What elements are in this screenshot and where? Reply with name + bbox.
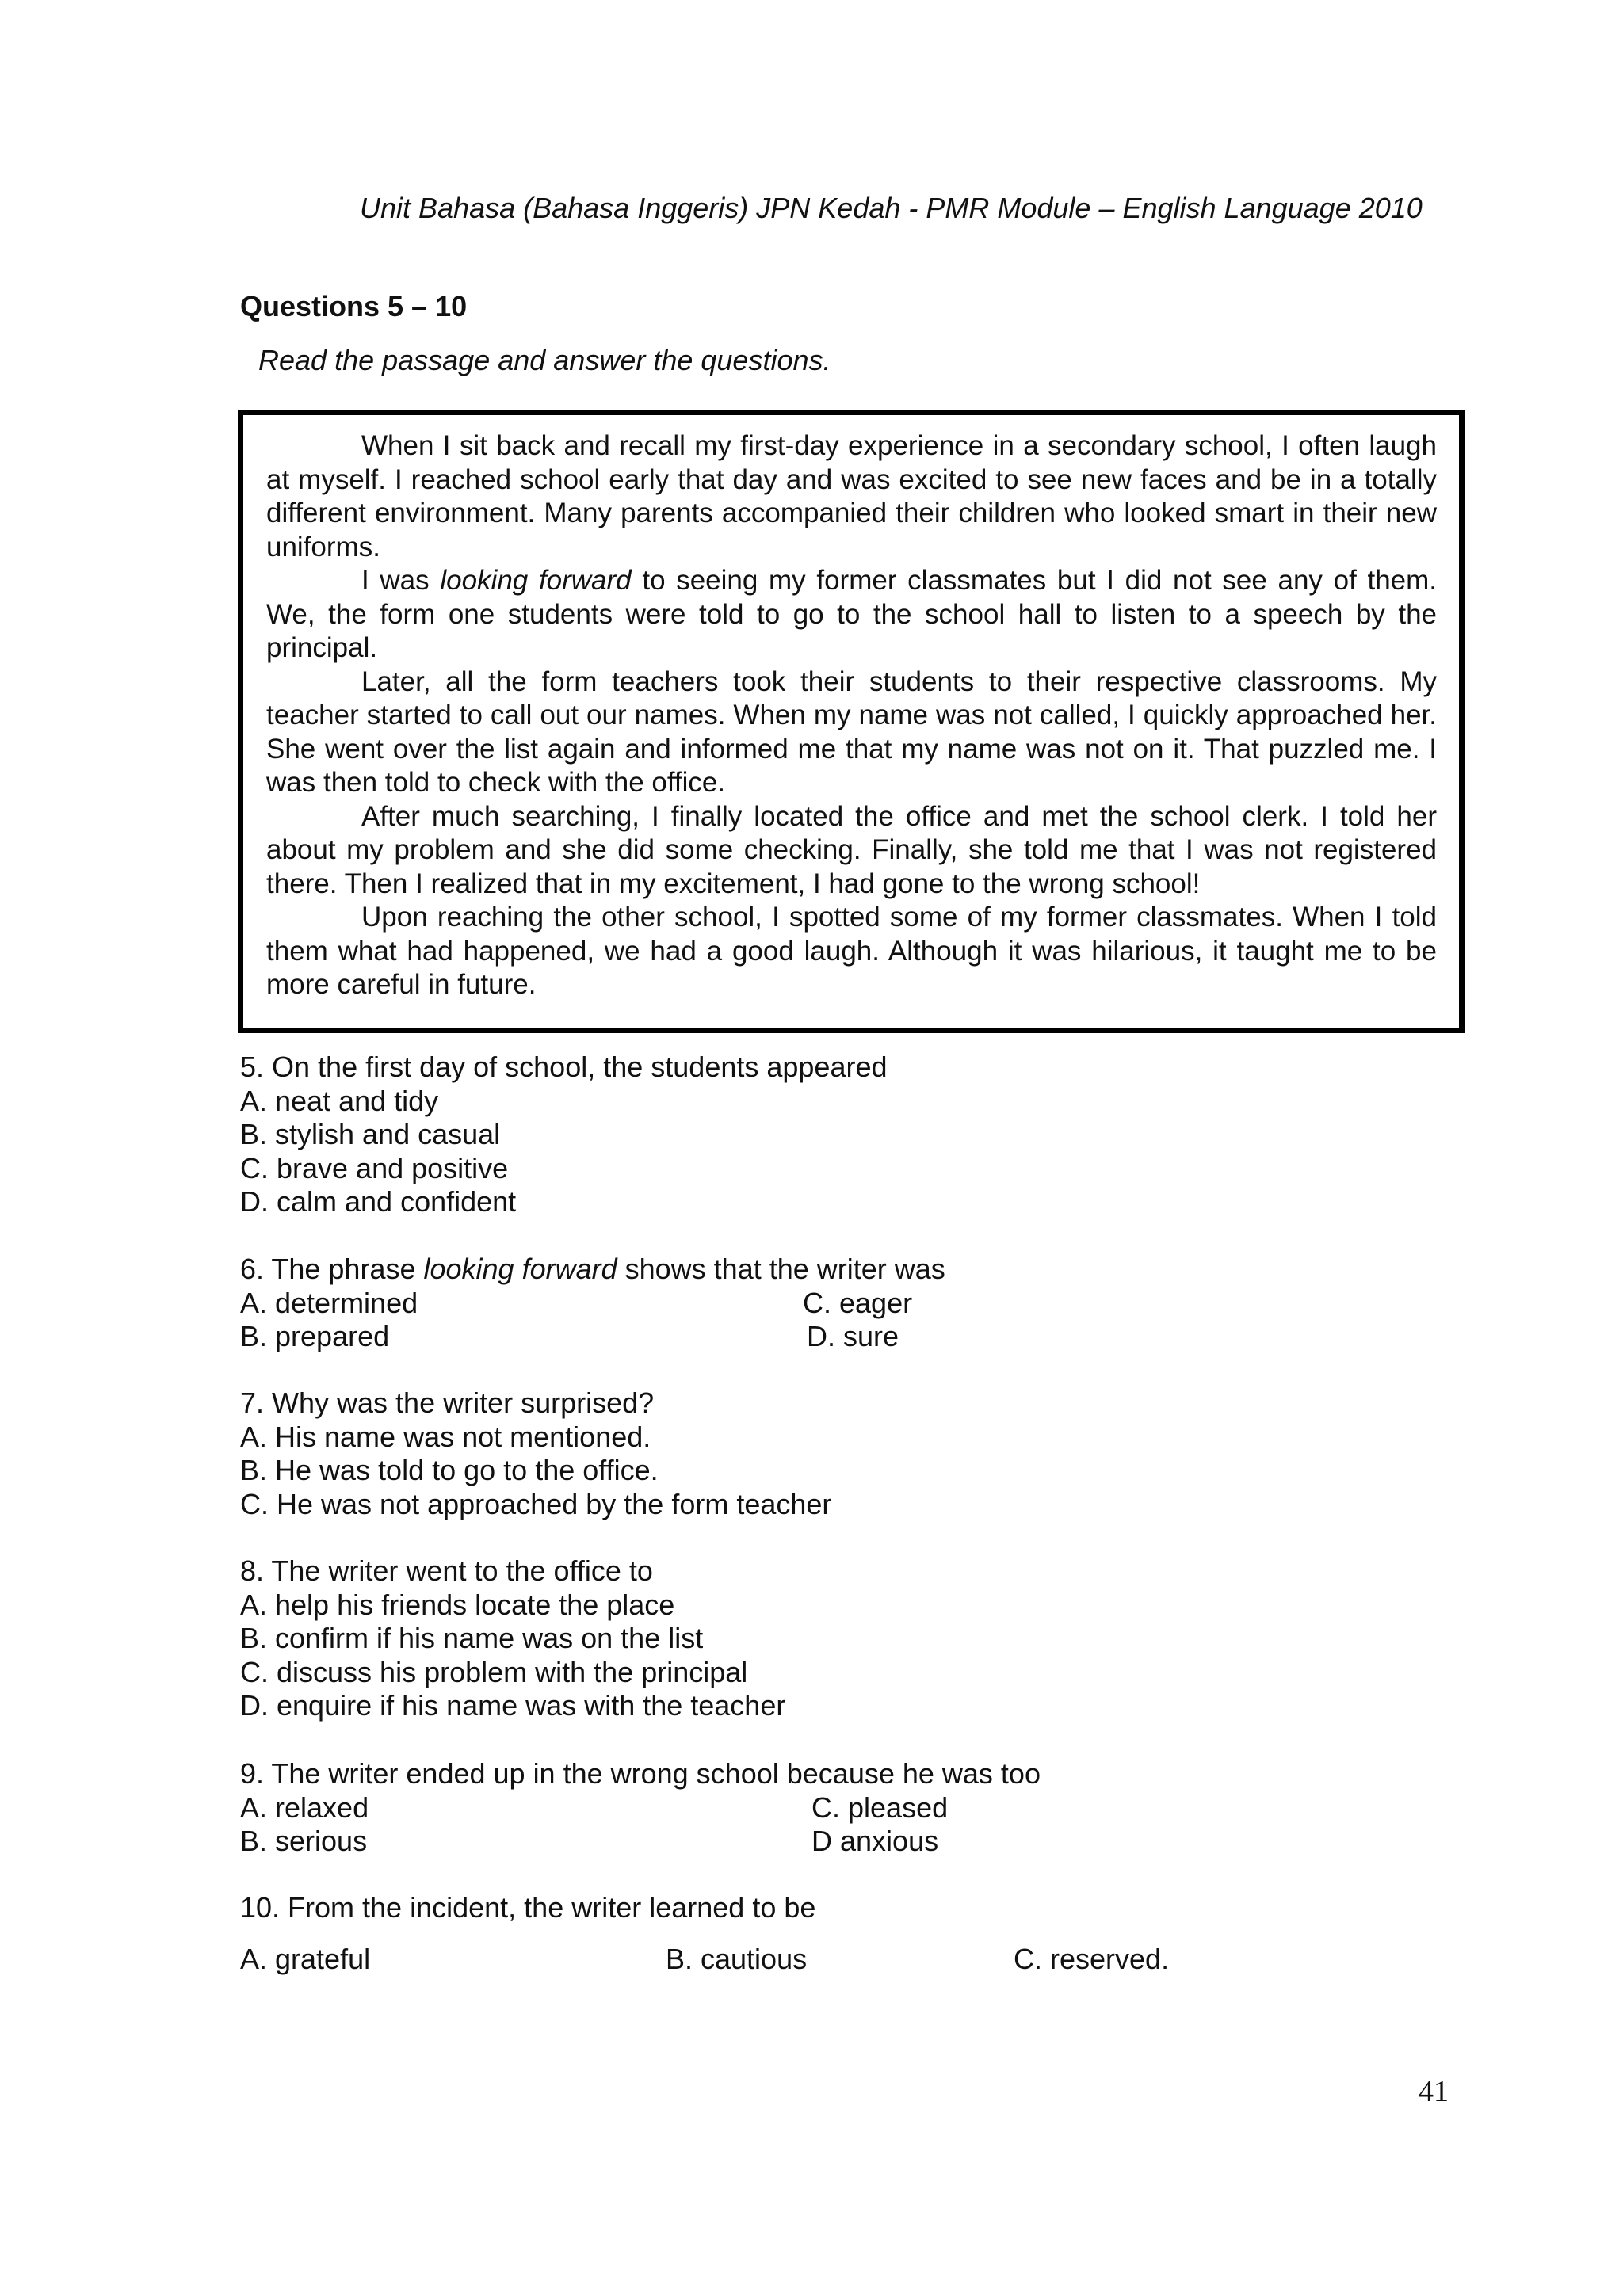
question-10-stem: 10. From the incident, the writer learned to be xyxy=(240,1891,816,1924)
question-6-option-a: A. determined xyxy=(240,1286,418,1319)
page-number: 41 xyxy=(1419,2075,1449,2108)
passage-paragraph-3: Later, all the form teachers took their students to their respective classrooms. My teacher started to call out our names. When my name was not called, I quickly approached her. She went over the list again and informed me that my name was not on it. That puzzled me. I was then told to check with the office. xyxy=(266,666,1437,798)
section-title: Questions 5 – 10 xyxy=(240,290,468,322)
question-7-option-a: A. His name was not mentioned. xyxy=(240,1420,651,1453)
question-10-options xyxy=(240,1942,1170,1977)
passage-p2-after: to seeing my former classmates but I did not see any of them. We, the form one students were told to go to the school hall to listen to a speech by the principal. xyxy=(266,565,1438,663)
passage-paragraph-2 xyxy=(266,564,1437,666)
question-7-option-b: B. He was told to go to the office. xyxy=(240,1454,659,1486)
question-6-row-2 xyxy=(240,1320,945,1354)
question-8-stem: 8. The writer went to the office to xyxy=(240,1554,653,1587)
question-9-row-2 xyxy=(240,1825,1041,1859)
question-5 xyxy=(240,1051,888,1219)
question-6-stem-before: 6. The phrase xyxy=(240,1253,424,1285)
question-9-option-a: A. relaxed xyxy=(240,1791,369,1824)
question-9 xyxy=(240,1757,1041,1859)
question-7-stem: 7. Why was the writer surprised? xyxy=(240,1386,655,1419)
question-7 xyxy=(240,1386,831,1521)
question-10-option-c: C. reserved. xyxy=(1014,1942,1170,1975)
passage-paragraph-1: When I sit back and recall my first-day experience in a secondary school, I often laugh at myself. I reached school early that day and was excited to see new faces and be in a totally different environment. Many parents accompanied their children who looked smart in their new uniforms. xyxy=(266,430,1437,563)
question-6-option-d: D. sure xyxy=(807,1320,899,1352)
question-9-option-c: C. pleased xyxy=(812,1791,949,1824)
question-8-option-a: A. help his friends locate the place xyxy=(240,1588,675,1621)
instruction-text: Read the passage and answer the questions. xyxy=(258,344,831,376)
question-10 xyxy=(240,1891,1170,1976)
question-8 xyxy=(240,1554,785,1723)
question-5-stem: 5. On the first day of school, the students appeared xyxy=(240,1051,888,1083)
question-8-option-b: B. confirm if his name was on the list xyxy=(240,1622,704,1654)
question-5-option-a: A. neat and tidy xyxy=(240,1084,439,1117)
question-5-option-c: C. brave and positive xyxy=(240,1151,509,1184)
passage-p2-before: I was xyxy=(361,565,441,596)
passage-p2-italic: looking forward xyxy=(440,565,632,596)
question-9-row-1 xyxy=(240,1791,1041,1825)
question-8-option-c: C. discuss his problem with the principal xyxy=(240,1655,748,1688)
question-6-stem-italic: looking forward xyxy=(423,1253,617,1285)
passage-paragraph-5: Upon reaching the other school, I spotted some of my former classmates. When I told them what had happened, we had a good laugh. Although it was hilarious, it taught me to be more careful in future. xyxy=(266,902,1437,1000)
question-6-row-1 xyxy=(240,1287,945,1321)
question-9-stem: 9. The writer ended up in the wrong school because he was too xyxy=(240,1757,1041,1790)
question-9-option-d: D anxious xyxy=(812,1825,939,1857)
question-8-option-d: D. enquire if his name was with the teacher xyxy=(240,1689,786,1722)
passage-paragraph-4: After much searching, I finally located the office and met the school clerk. I told her about my problem and she did some checking. Finally, she told me that I was not registered there. Then I realized that in my excitement, I had gone to the wrong school! xyxy=(266,800,1437,899)
question-6-stem xyxy=(240,1253,945,1287)
question-10-option-a: A. grateful xyxy=(240,1942,371,1975)
question-5-option-d: D. calm and confident xyxy=(240,1185,517,1218)
question-10-option-b: B. cautious xyxy=(666,1942,808,1975)
question-6-option-c: C. eager xyxy=(803,1286,913,1319)
passage-box xyxy=(238,410,1465,1033)
question-7-option-c: C. He was not approached by the form teacher xyxy=(240,1487,832,1520)
question-6 xyxy=(240,1253,945,1354)
question-9-option-b: B. serious xyxy=(240,1825,368,1857)
question-6-option-b: B. prepared xyxy=(240,1320,390,1352)
page-header: Unit Bahasa (Bahasa Inggeris) JPN Kedah - PMR Module – English Language 2010 xyxy=(360,192,1423,224)
question-5-option-b: B. stylish and casual xyxy=(240,1118,501,1150)
question-6-stem-after: shows that the writer was xyxy=(617,1253,945,1285)
